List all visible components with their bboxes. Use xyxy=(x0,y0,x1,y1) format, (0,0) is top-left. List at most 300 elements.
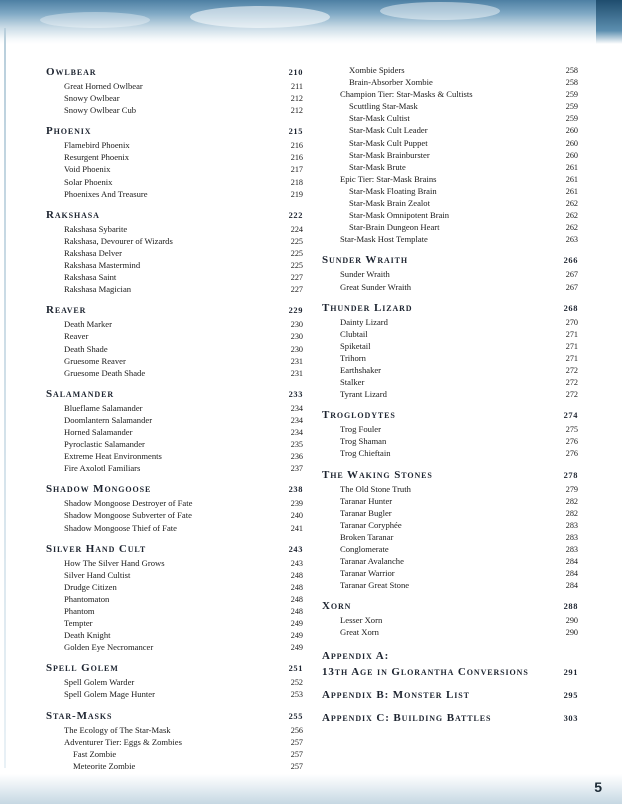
toc-entry[interactable] xyxy=(46,497,303,509)
chapter-title: Owlbear xyxy=(46,66,97,78)
entry-page: 231 xyxy=(290,368,303,378)
entry-label: Spell Golem Warder xyxy=(64,677,135,688)
entry-label: Taranar Bugler xyxy=(340,507,392,518)
entry-label: The Ecology of The Star-Mask xyxy=(64,724,171,735)
entry-label: Great Sunder Wraith xyxy=(340,281,412,292)
entry-page: 237 xyxy=(290,464,303,474)
entry-label: Star-Mask Brain Zealot xyxy=(349,198,430,209)
entry-label: Star-Mask Floating Brain xyxy=(349,185,437,196)
entry-label: Fire Axolotl Familiars xyxy=(64,463,141,474)
toc-chapter-heading[interactable] xyxy=(46,481,303,497)
entry-label: Rakshasa Saint xyxy=(64,272,117,283)
toc-entry[interactable] xyxy=(322,76,578,88)
entry-page: 283 xyxy=(565,545,578,554)
entry-page: 216 xyxy=(290,153,303,163)
toc-entry[interactable] xyxy=(322,328,578,340)
entry-page: 272 xyxy=(565,365,578,375)
banner-edge xyxy=(596,0,622,44)
entry-page: 261 xyxy=(565,162,578,172)
entry-page: 227 xyxy=(290,285,303,295)
toc-chapter-heading[interactable] xyxy=(322,300,578,316)
toc-entry[interactable] xyxy=(46,629,303,641)
entry-label: Taranar Hunter xyxy=(340,495,393,506)
entry-label: Spiketail xyxy=(340,340,371,351)
chapter-page: 255 xyxy=(288,711,303,721)
toc-entry[interactable] xyxy=(322,137,578,149)
page-number: 5 xyxy=(594,779,602,795)
toc-chapter-heading[interactable] xyxy=(46,207,303,223)
entry-label: Tyrant Lizard xyxy=(340,389,387,400)
entry-label: Death Marker xyxy=(64,319,112,330)
toc-entry[interactable] xyxy=(322,268,578,280)
entry-page: 239 xyxy=(290,499,303,509)
entry-page: 262 xyxy=(565,223,578,233)
entry-label: Rakshasa Delver xyxy=(64,247,122,258)
entry-label: Doomlantern Salamander xyxy=(64,414,153,425)
appendix-b-title: Appendix B: Monster List xyxy=(322,688,470,701)
entry-label: Drudge Citizen xyxy=(64,581,117,592)
entry-page: 290 xyxy=(565,616,578,626)
entry-label: Trog Fouler xyxy=(340,424,381,435)
entry-label: Rakshasa Magician xyxy=(64,284,132,295)
entry-page: 290 xyxy=(565,628,578,638)
toc-entry[interactable] xyxy=(46,259,303,271)
chapter-title: Spell Golem xyxy=(46,662,119,675)
toc-entry[interactable] xyxy=(322,316,578,328)
toc-chapter-heading[interactable] xyxy=(46,541,303,557)
entry-page: 249 xyxy=(290,619,303,629)
toc-entry[interactable] xyxy=(322,352,578,364)
entry-page: 248 xyxy=(290,607,303,616)
toc-entry[interactable] xyxy=(46,271,303,283)
entry-label: Meteorite Zombie xyxy=(73,760,136,771)
appendix-a-line1: Appendix A: xyxy=(322,649,390,662)
entry-label: Reaver xyxy=(64,331,89,342)
toc-entry[interactable] xyxy=(46,139,303,151)
entry-page: 240 xyxy=(290,511,303,521)
entry-label: Shadow Mongoose Destroyer of Fate xyxy=(64,498,193,509)
toc-entry[interactable] xyxy=(46,688,303,700)
entry-label: Phoenixes And Treasure xyxy=(64,188,148,199)
entry-page: 253 xyxy=(290,690,303,700)
toc-entry[interactable] xyxy=(322,507,578,519)
entry-label: Champion Tier: Star-Masks & Cultists xyxy=(340,89,473,100)
toc-right-column xyxy=(322,64,578,726)
chapter-title: Rakshasa xyxy=(46,208,100,221)
toc-entry[interactable] xyxy=(46,581,303,593)
entry-label: Star-Brain Dungeon Heart xyxy=(349,222,440,233)
entry-label: Sunder Wraith xyxy=(340,269,390,280)
entry-page: 225 xyxy=(290,261,303,271)
chapter-page: 229 xyxy=(288,306,303,316)
entry-page: 218 xyxy=(290,177,303,187)
toc-entry[interactable] xyxy=(46,80,303,92)
toc-entry[interactable] xyxy=(322,340,578,352)
entry-label: Snowy Owlbear Cub xyxy=(64,105,137,116)
entry-page: 276 xyxy=(565,449,578,459)
entry-label: Great Xorn xyxy=(340,627,379,638)
entry-label: Death Knight xyxy=(64,630,111,641)
toc-entry[interactable] xyxy=(46,676,303,688)
entry-label: Broken Taranar xyxy=(340,531,394,542)
chapter-title: Phoenix xyxy=(46,125,92,138)
toc-entry[interactable] xyxy=(46,330,303,342)
entry-page: 283 xyxy=(565,520,578,530)
banner-cloud xyxy=(380,2,500,20)
entry-page: 282 xyxy=(565,496,578,506)
entry-label: Great Horned Owlbear xyxy=(64,81,143,91)
chapter-page: 215 xyxy=(288,127,303,137)
toc-entry[interactable] xyxy=(322,519,578,531)
toc-entry[interactable] xyxy=(46,522,303,534)
entry-page: 259 xyxy=(565,114,578,124)
toc-entry[interactable] xyxy=(322,281,578,293)
entry-page: 224 xyxy=(290,224,303,234)
entry-label: Taranar Avalanche xyxy=(340,556,404,567)
entry-page: 276 xyxy=(565,437,578,447)
entry-label: Phantom xyxy=(64,606,95,616)
toc-chapter-heading[interactable] xyxy=(46,386,303,402)
header-banner xyxy=(0,0,622,44)
entry-page: 212 xyxy=(290,94,303,104)
entry-page: 260 xyxy=(565,150,578,160)
entry-page: 241 xyxy=(290,523,303,533)
entry-page: 279 xyxy=(565,484,578,494)
entry-label: Trihorn xyxy=(340,352,366,363)
entry-label: Fast Zombie xyxy=(73,748,117,759)
toc-entry[interactable] xyxy=(46,617,303,629)
entry-page: 267 xyxy=(565,270,578,280)
entry-label: Void Phoenix xyxy=(64,164,111,175)
entry-page: 260 xyxy=(565,138,578,148)
toc-entry[interactable] xyxy=(46,343,303,355)
toc-entry[interactable] xyxy=(322,233,578,245)
entry-page: 262 xyxy=(565,199,578,209)
entry-label: Conglomerate xyxy=(340,544,389,554)
toc-entry[interactable] xyxy=(46,104,303,116)
entry-label: Spell Golem Mage Hunter xyxy=(64,689,155,700)
toc-entry[interactable] xyxy=(46,355,303,367)
entry-label: Pyroclastic Salamander xyxy=(64,439,145,450)
entry-label: The Old Stone Truth xyxy=(340,483,411,494)
entry-page: 284 xyxy=(565,581,578,591)
toc-entry[interactable] xyxy=(46,605,303,617)
toc-entry[interactable] xyxy=(322,88,578,100)
entry-page: 283 xyxy=(565,532,578,542)
entry-page: 234 xyxy=(290,403,303,413)
entry-label: Shadow Mongoose Thief of Fate xyxy=(64,522,177,533)
banner-cloud xyxy=(40,12,150,28)
chapter-page: 222 xyxy=(288,210,303,220)
entry-label: Golden Eye Necromancer xyxy=(64,642,154,653)
entry-label: Earthshaker xyxy=(340,364,382,375)
entry-page: 257 xyxy=(290,761,303,771)
toc-chapter-heading[interactable] xyxy=(322,252,578,268)
entry-label: Death Shade xyxy=(64,343,108,354)
appendix-a-page: 291 xyxy=(563,667,578,677)
toc-entry[interactable] xyxy=(46,163,303,175)
entry-label: Extreme Heat Environments xyxy=(64,451,162,462)
entry-page: 230 xyxy=(290,320,303,330)
entry-page: 259 xyxy=(565,102,578,112)
entry-page: 225 xyxy=(290,248,303,258)
chapter-title: Reaver xyxy=(46,304,87,317)
toc-entry[interactable] xyxy=(322,495,578,507)
entry-label: How The Silver Hand Grows xyxy=(64,557,165,568)
entry-page: 260 xyxy=(565,126,578,136)
footer-banner xyxy=(0,774,622,804)
entry-label: Taranar Great Stone xyxy=(340,580,410,591)
toc-entry[interactable] xyxy=(322,567,578,579)
entry-label: Solar Phoenix xyxy=(64,176,113,187)
entry-page: 258 xyxy=(565,78,578,88)
toc-entry[interactable] xyxy=(46,414,303,426)
toc-entry[interactable] xyxy=(322,483,578,495)
entry-label: Epic Tier: Star-Mask Brains xyxy=(340,173,437,184)
entry-label: Dainty Lizard xyxy=(340,316,388,327)
entry-page: 271 xyxy=(565,341,578,351)
entry-page: 271 xyxy=(565,353,578,363)
chapter-title: Shadow Mongoose xyxy=(46,483,152,496)
entry-page: 272 xyxy=(565,378,578,388)
chapter-page: 233 xyxy=(288,389,303,399)
toc-entry[interactable] xyxy=(46,450,303,462)
entry-label: Rakshasa Mastermind xyxy=(64,260,141,271)
entry-page: 248 xyxy=(290,582,303,592)
chapter-page: 288 xyxy=(563,602,578,612)
entry-page: 234 xyxy=(290,427,303,437)
toc-entry[interactable] xyxy=(322,447,578,459)
entry-label: Rakshasa, Devourer of Wizards xyxy=(64,235,173,246)
entry-label: Blueflame Salamander xyxy=(64,402,143,413)
entry-label: Star-Mask Cultist xyxy=(349,113,410,124)
entry-page: 225 xyxy=(290,236,303,246)
entry-page: 284 xyxy=(565,557,578,567)
toc-entry[interactable] xyxy=(322,185,578,197)
toc-chapter-heading[interactable] xyxy=(46,302,303,318)
toc-entry[interactable] xyxy=(46,188,303,200)
entry-page: 235 xyxy=(290,440,303,450)
toc-entry[interactable] xyxy=(46,569,303,581)
entry-label: Flamebird Phoenix xyxy=(64,140,130,151)
toc-entry[interactable] xyxy=(46,247,303,259)
toc-chapter-heading[interactable] xyxy=(322,598,578,614)
entry-label: Adventurer Tier: Eggs & Zombies xyxy=(64,736,182,747)
entry-label: Trog Chieftain xyxy=(340,448,391,459)
chapter-page: 238 xyxy=(288,485,303,495)
entry-page: 262 xyxy=(565,211,578,221)
entry-page: 284 xyxy=(565,569,578,579)
entry-label: Brain-Absorber Xombie xyxy=(349,77,433,88)
toc-entry[interactable] xyxy=(322,531,578,543)
toc-entry[interactable] xyxy=(46,176,303,188)
toc-entry[interactable] xyxy=(322,388,578,400)
toc-entry[interactable] xyxy=(46,151,303,163)
chapter-title: Sunder Wraith xyxy=(322,254,409,267)
toc-entry[interactable] xyxy=(46,462,303,474)
appendix-a-line2 xyxy=(322,664,578,680)
entry-page: 261 xyxy=(565,186,578,196)
toc-chapter-heading[interactable] xyxy=(46,660,303,676)
entry-page: 230 xyxy=(290,332,303,342)
toc-entry[interactable] xyxy=(322,100,578,112)
toc-entry[interactable] xyxy=(322,435,578,447)
chapter-title: Xorn xyxy=(322,600,352,613)
entry-label: Taranar Warrior xyxy=(340,568,395,579)
entry-label: Star-Mask Cult Puppet xyxy=(349,137,428,148)
appendix-a-title: 13th Age in Glorantha Conversions xyxy=(322,665,529,678)
toc-entry[interactable] xyxy=(46,593,303,605)
toc-entry[interactable] xyxy=(46,557,303,569)
chapter-title: Troglodytes xyxy=(322,409,396,422)
entry-label: Gruesome Death Shade xyxy=(64,367,146,378)
entry-page: 270 xyxy=(565,317,578,327)
entry-page: 248 xyxy=(290,570,303,580)
toc-entry[interactable] xyxy=(322,209,578,221)
entry-page: 230 xyxy=(290,344,303,354)
entry-page: 258 xyxy=(565,66,578,75)
entry-page: 263 xyxy=(565,235,578,245)
chapter-page: 266 xyxy=(563,256,578,266)
appendix-b[interactable] xyxy=(322,687,578,703)
entry-page: 236 xyxy=(290,452,303,462)
chapter-title: Thunder Lizard xyxy=(322,301,413,314)
entry-page: 231 xyxy=(290,356,303,366)
entry-label: Scuttling Star-Mask xyxy=(349,101,418,112)
appendix-c-page: 303 xyxy=(563,713,578,723)
entry-label: Shadow Mongoose Subverter of Fate xyxy=(64,510,192,521)
toc-chapter-heading[interactable] xyxy=(322,407,578,423)
toc-entry[interactable] xyxy=(46,641,303,653)
appendix-b-page: 295 xyxy=(563,690,578,700)
entry-page: 219 xyxy=(290,189,303,199)
entry-page: 217 xyxy=(290,165,303,175)
chapter-page: 251 xyxy=(288,664,303,674)
entry-page: 272 xyxy=(565,390,578,400)
chapter-title: The Waking Stones xyxy=(322,468,433,481)
toc-entry[interactable] xyxy=(322,197,578,209)
toc-entry[interactable] xyxy=(322,376,578,388)
entry-label: Trog Shaman xyxy=(340,436,387,447)
toc-entry[interactable] xyxy=(46,367,303,379)
toc-entry[interactable] xyxy=(322,112,578,124)
chapter-page: 210 xyxy=(288,68,303,77)
toc-right-entries xyxy=(322,64,578,639)
entry-page: 248 xyxy=(290,594,303,604)
entry-label: Phantomaton xyxy=(64,593,110,604)
toc-entry[interactable] xyxy=(322,149,578,161)
toc-entry[interactable] xyxy=(46,509,303,521)
toc-entry[interactable] xyxy=(46,724,303,736)
entry-label: Silver Hand Cultist xyxy=(64,569,131,580)
entry-label: Gruesome Reaver xyxy=(64,355,126,366)
toc-entry[interactable] xyxy=(46,318,303,330)
chapter-page: 278 xyxy=(563,470,578,480)
entry-label: Snowy Owlbear xyxy=(64,93,120,104)
toc-entry[interactable] xyxy=(322,423,578,435)
toc-entry[interactable] xyxy=(46,223,303,235)
toc-entry[interactable] xyxy=(322,364,578,376)
entry-page: 227 xyxy=(290,273,303,283)
entry-label: Stalker xyxy=(340,377,365,388)
entry-page: 243 xyxy=(290,558,303,568)
entry-page: 249 xyxy=(290,631,303,641)
entry-label: Xombie Spiders xyxy=(349,65,405,75)
appendix-c-title: Appendix C: Building Battles xyxy=(322,711,492,724)
appendix-c[interactable] xyxy=(322,710,578,726)
entry-label: Star-Mask Host Template xyxy=(340,234,428,245)
toc-entry[interactable] xyxy=(46,92,303,104)
toc-entry[interactable] xyxy=(322,124,578,136)
toc-entry[interactable] xyxy=(322,614,578,626)
toc-entry[interactable] xyxy=(46,426,303,438)
toc-entry[interactable] xyxy=(322,579,578,591)
entry-page: 252 xyxy=(290,678,303,688)
entry-label: Horned Salamander xyxy=(64,426,133,437)
page-border xyxy=(4,28,6,768)
entry-page: 257 xyxy=(290,737,303,747)
toc-entry[interactable] xyxy=(46,748,303,760)
entry-label: Taranar Coryphée xyxy=(340,519,402,530)
entry-label: Tempter xyxy=(64,618,93,629)
toc-entry[interactable] xyxy=(46,283,303,295)
toc-chapter-heading[interactable] xyxy=(46,123,303,139)
entry-page: 256 xyxy=(290,725,303,735)
entry-page: 275 xyxy=(565,425,578,435)
toc-entry[interactable] xyxy=(322,173,578,185)
toc-entry[interactable] xyxy=(322,555,578,567)
appendix-a[interactable] xyxy=(322,648,578,680)
entry-page: 267 xyxy=(565,282,578,292)
chapter-page: 243 xyxy=(288,544,303,554)
entry-page: 259 xyxy=(565,90,578,100)
chapter-title: Salamander xyxy=(46,387,115,400)
entry-page: 261 xyxy=(565,174,578,184)
entry-page: 216 xyxy=(290,141,303,151)
entry-page: 234 xyxy=(290,415,303,425)
chapter-title: Silver Hand Cult xyxy=(46,542,147,555)
entry-label: Star-Mask Brute xyxy=(349,161,406,172)
chapter-page: 268 xyxy=(563,303,578,313)
toc-entry[interactable] xyxy=(322,161,578,173)
toc-entry[interactable] xyxy=(46,736,303,748)
toc-chapter-heading[interactable] xyxy=(46,708,303,724)
entry-label: Star-Mask Brainburster xyxy=(349,149,430,160)
toc-entry[interactable] xyxy=(46,235,303,247)
entry-page: 211 xyxy=(291,82,303,91)
entry-page: 212 xyxy=(290,106,303,116)
toc-entry[interactable] xyxy=(322,626,578,638)
entry-page: 257 xyxy=(290,749,303,759)
entry-label: Lesser Xorn xyxy=(340,615,383,626)
toc-entry[interactable] xyxy=(46,402,303,414)
entry-page: 249 xyxy=(290,643,303,653)
toc-entry[interactable] xyxy=(322,64,578,76)
entry-label: Clubtail xyxy=(340,328,368,339)
entry-label: Rakshasa Sybarite xyxy=(64,223,128,234)
toc-entry[interactable] xyxy=(46,760,303,772)
toc-entry[interactable] xyxy=(322,543,578,555)
chapter-title: Star-Masks xyxy=(46,709,113,722)
toc-left-column xyxy=(46,64,303,796)
toc-entry[interactable] xyxy=(322,221,578,233)
toc-entry[interactable] xyxy=(46,438,303,450)
entry-page: 271 xyxy=(565,329,578,339)
toc-chapter-heading[interactable] xyxy=(46,64,303,80)
chapter-page: 274 xyxy=(563,411,578,421)
toc-chapter-heading[interactable] xyxy=(322,467,578,483)
entry-label: Star-Mask Omnipotent Brain xyxy=(349,210,450,221)
